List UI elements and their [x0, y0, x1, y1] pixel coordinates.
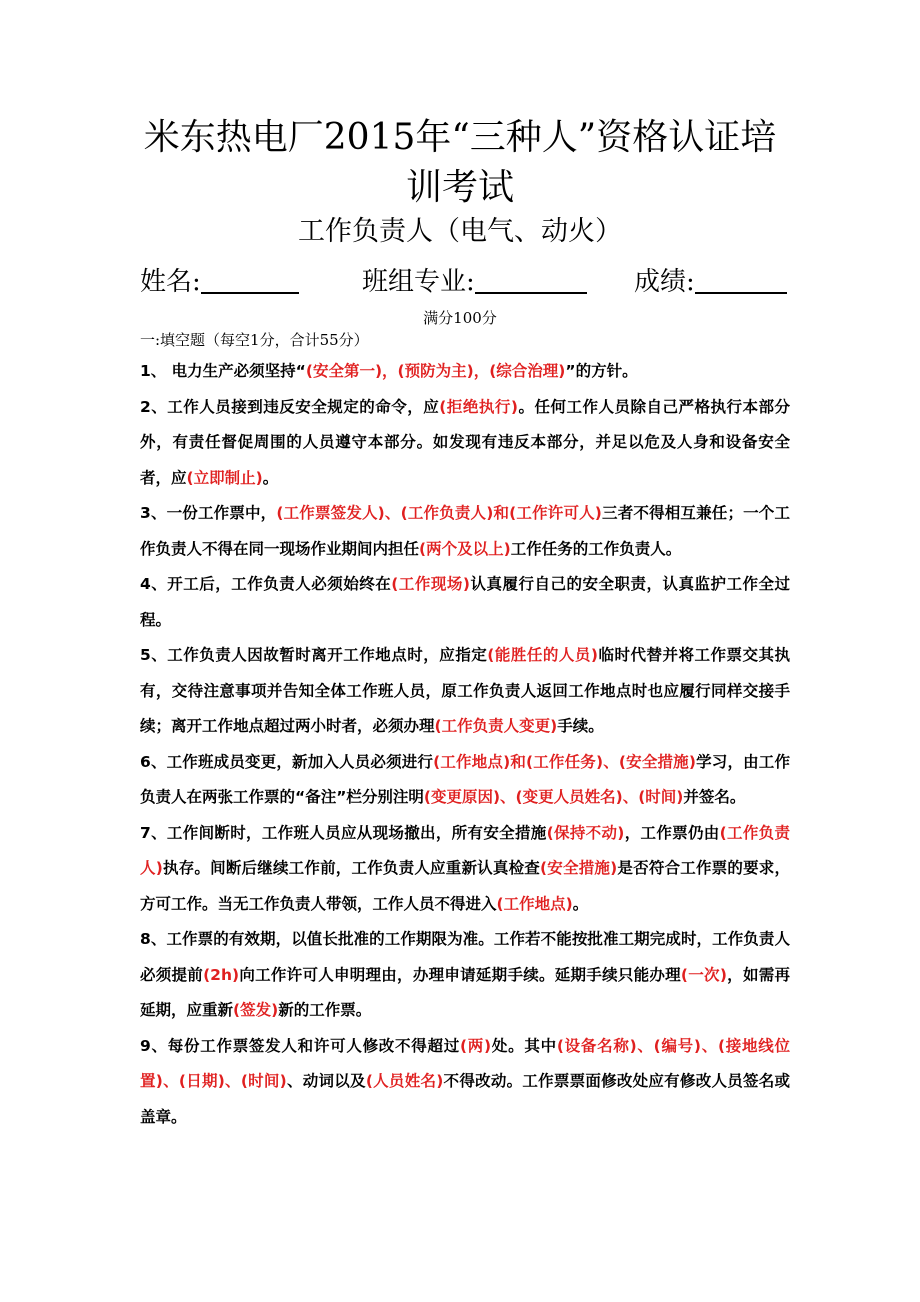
question-text: 学习，由工作负责人在两张工作票的“备注”栏分别注明: [140, 752, 790, 806]
answer-text: (变更原因)、(变更人员姓名)、(时间): [423, 788, 684, 806]
question-text: 。: [572, 894, 589, 913]
answer-text: (保持不动): [546, 823, 625, 842]
question-text: 4、开工后，工作负责人必须始终在: [140, 575, 392, 593]
score-label: 成绩:: [634, 267, 695, 297]
group-blank-line: [475, 266, 587, 294]
answer-text: (设备名称)、(编号)、(接地线位置)、(日期)、(时间): [140, 1036, 790, 1090]
question-text: 处。其中: [491, 1036, 557, 1055]
name-field: [140, 264, 299, 300]
answer-text: (两个及以上): [419, 539, 511, 558]
question-5: [140, 638, 790, 745]
question-text: 1、 电力生产必须坚持“: [140, 362, 306, 380]
question-8: [140, 922, 790, 1029]
answer-text: (2h): [203, 965, 240, 984]
question-9: [140, 1029, 790, 1136]
name-blank-line: [201, 266, 299, 294]
answer-text: (拒绝执行): [439, 397, 518, 416]
answer-text: (工作现场): [391, 575, 470, 593]
group-label: 班组专业:: [362, 267, 475, 297]
question-text: 向工作许可人申明理由，办理申请延期手续。延期手续只能办理: [239, 965, 681, 984]
score-blank-line: [695, 266, 787, 294]
answer-text: (工作票签发人)、(工作负责人)和(工作许可人): [276, 504, 602, 522]
question-text: 新的工作票。: [278, 1001, 372, 1019]
answer-text: (工作地点)和(工作任务)、(安全措施): [433, 752, 696, 771]
question-text: ，工作票仍由: [624, 823, 720, 842]
question-text: 并签名。: [683, 788, 746, 806]
answer-text: (安全措施): [539, 859, 618, 877]
answer-text: (工作地点): [496, 894, 573, 913]
answer-text: (工作负责人): [140, 823, 791, 877]
question-text: 8、工作票的有效期，以值长批准的工作期限为准。工作若不能按批准工期完成时，工作负责人必须提前: [140, 930, 790, 984]
question-text: ，如需再延期，应重新: [140, 965, 790, 1019]
question-text: 执存。间断后继续工作前，工作负责人应重新认真检查: [162, 859, 540, 877]
question-text: 7、工作间断时，工作班人员应从现场撤出，所有安全措施: [140, 823, 547, 842]
question-4: [140, 567, 790, 638]
question-text: 、动词以及: [286, 1072, 366, 1090]
question-3: [140, 496, 790, 567]
question-text: 三者不得相互兼任；一个工作负责人不得在同一现场作业期间内担任: [140, 504, 790, 558]
answer-text: (签发): [233, 1001, 279, 1019]
question-text: 。: [262, 468, 279, 487]
answer-text: (工作负责人变更): [434, 717, 558, 735]
exam-title-line1: 米东热电厂2015年“三种人”资格认证培: [143, 117, 777, 158]
question-text: 9、每份工作票签发人和许可人修改不得超过: [140, 1036, 460, 1055]
question-text: 临时代替并将工作票交其执有，交待注意事项并告知全体工作班人员，原工作负责人返回工作地点时也应履行同样交接手续；离开工作地点超过两小时者，必须办理: [140, 646, 790, 735]
question-text: 认真履行自己的安全职责，认真监护工作全过程。: [140, 575, 790, 629]
question-text: 工作任务的工作负责人。: [510, 539, 682, 558]
candidate-fields: [140, 264, 790, 304]
question-text: ”的方针。: [565, 362, 638, 380]
answer-text: (人员姓名): [365, 1072, 444, 1090]
question-text: 是否符合工作票的要求，方可工作。当无工作负责人带领，工作人员不得进入: [140, 859, 790, 913]
question-text: 2、工作人员接到违反安全规定的命令，应: [140, 397, 440, 416]
question-text: 不得改动。工作票票面修改处应有修改人员签名或盖章。: [140, 1072, 790, 1126]
question-list: [140, 354, 790, 1135]
question-text: 3、一份工作票中，: [140, 504, 277, 522]
question-1: [140, 354, 790, 390]
full-score: 满分100分: [423, 309, 497, 327]
answer-text: (立即制止): [186, 468, 263, 487]
section-title: 一:填空题（每空1分，合计55分）: [140, 331, 369, 349]
question-text: 手续。: [557, 717, 604, 735]
question-text: 6、工作班成员变更，新加入人员必须进行: [140, 752, 434, 771]
question-text: 5、工作负责人因故暂时离开工作地点时，应指定: [140, 646, 488, 664]
answer-text: (能胜任的人员): [487, 646, 598, 664]
question-2: [140, 390, 790, 497]
group-field: [362, 264, 587, 300]
question-7: [140, 816, 790, 923]
score-field: [634, 264, 787, 300]
answer-text: (两): [459, 1036, 492, 1055]
question-text: 。任何工作人员除自己严格执行本部分外，有责任督促周围的人员遵守本部分。如发现有违反本部分，并足以危及人身和设备安全者，应: [140, 397, 790, 487]
exam-title-line2: 训考试: [405, 167, 514, 208]
answer-text: (安全第一)，(预防为主)，(综合治理): [305, 362, 566, 380]
answer-text: (一次): [680, 965, 727, 984]
exam-subtitle: 工作负责人（电气、动火）: [298, 216, 622, 247]
question-6: [140, 745, 790, 816]
name-label: 姓名:: [140, 267, 201, 297]
